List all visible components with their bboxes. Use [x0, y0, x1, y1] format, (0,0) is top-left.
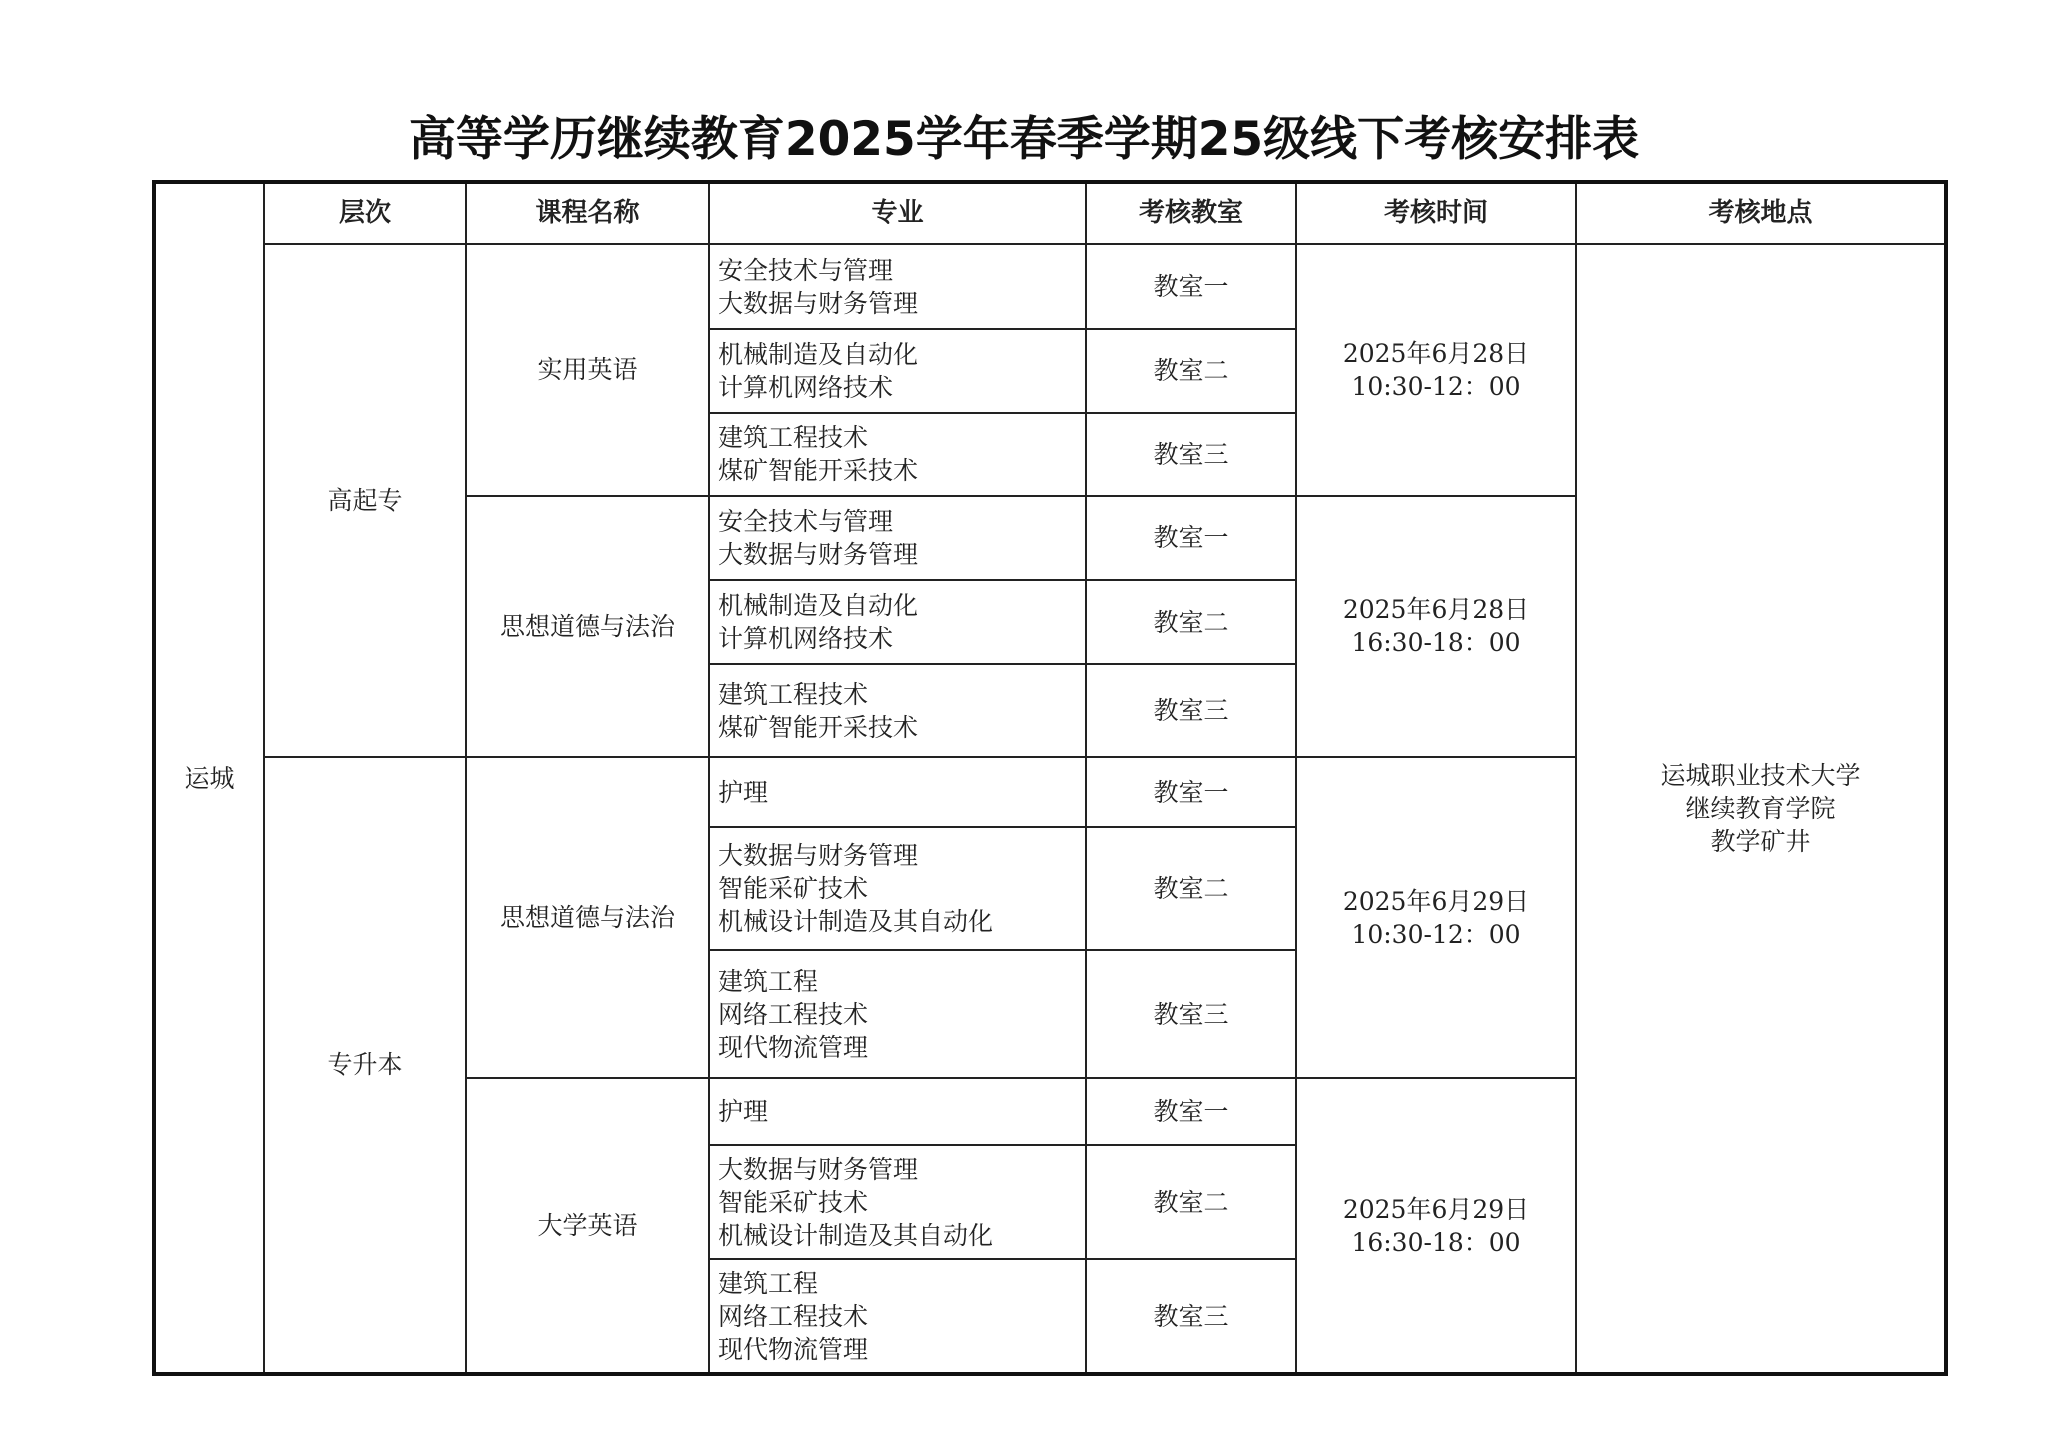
room-cell: 教室一 [1086, 244, 1296, 328]
room-cell: 教室三 [1086, 413, 1296, 495]
location-cell: 运城职业技术大学 继续教育学院 教学矿井 [1576, 244, 1946, 1374]
level-cell-zhuanshengben: 专升本 [264, 757, 466, 1374]
room-cell: 教室二 [1086, 1145, 1296, 1260]
time-cell: 2025年6月29日 16:30-18：00 [1296, 1078, 1576, 1374]
level-cell-gaoqizhuan: 高起专 [264, 244, 466, 757]
major-cell: 建筑工程技术 煤矿智能开采技术 [709, 413, 1086, 495]
major-cell: 建筑工程技术 煤矿智能开采技术 [709, 664, 1086, 756]
major-cell: 大数据与财务管理 智能采矿技术 机械设计制造及其自动化 [709, 827, 1086, 950]
room-cell: 教室二 [1086, 580, 1296, 664]
course-cell: 思想道德与法治 [466, 757, 709, 1079]
course-cell: 思想道德与法治 [466, 496, 709, 757]
room-cell: 教室三 [1086, 1259, 1296, 1374]
city-cell: 运城 [154, 182, 264, 1374]
room-cell: 教室一 [1086, 496, 1296, 580]
room-cell: 教室二 [1086, 329, 1296, 413]
exam-schedule-table [152, 180, 1948, 1376]
header-room: 考核教室 [1086, 182, 1296, 244]
course-cell: 大学英语 [466, 1078, 709, 1374]
room-cell: 教室二 [1086, 827, 1296, 950]
time-cell: 2025年6月28日 10:30-12：00 [1296, 244, 1576, 495]
major-cell: 护理 [709, 1078, 1086, 1144]
time-cell: 2025年6月29日 10:30-12：00 [1296, 757, 1576, 1079]
major-cell: 机械制造及自动化 计算机网络技术 [709, 580, 1086, 664]
table-row [154, 244, 1946, 328]
page-title: 高等学历继续教育2025学年春季学期25级线下考核安排表 [408, 112, 1640, 167]
major-cell: 安全技术与管理 大数据与财务管理 [709, 496, 1086, 580]
room-cell: 教室一 [1086, 757, 1296, 827]
major-cell: 建筑工程 网络工程技术 现代物流管理 [709, 1259, 1086, 1374]
header-location: 考核地点 [1576, 182, 1946, 244]
header-major: 专业 [709, 182, 1086, 244]
header-time: 考核时间 [1296, 182, 1576, 244]
room-cell: 教室三 [1086, 950, 1296, 1079]
room-cell: 教室一 [1086, 1078, 1296, 1144]
major-cell: 护理 [709, 757, 1086, 827]
major-cell: 安全技术与管理 大数据与财务管理 [709, 244, 1086, 328]
header-course: 课程名称 [466, 182, 709, 244]
major-cell: 机械制造及自动化 计算机网络技术 [709, 329, 1086, 413]
header-level: 层次 [264, 182, 466, 244]
time-cell: 2025年6月28日 16:30-18：00 [1296, 496, 1576, 757]
header-row [154, 182, 1946, 244]
room-cell: 教室三 [1086, 664, 1296, 756]
major-cell: 大数据与财务管理 智能采矿技术 机械设计制造及其自动化 [709, 1145, 1086, 1260]
course-cell: 实用英语 [466, 244, 709, 495]
major-cell: 建筑工程 网络工程技术 现代物流管理 [709, 950, 1086, 1079]
